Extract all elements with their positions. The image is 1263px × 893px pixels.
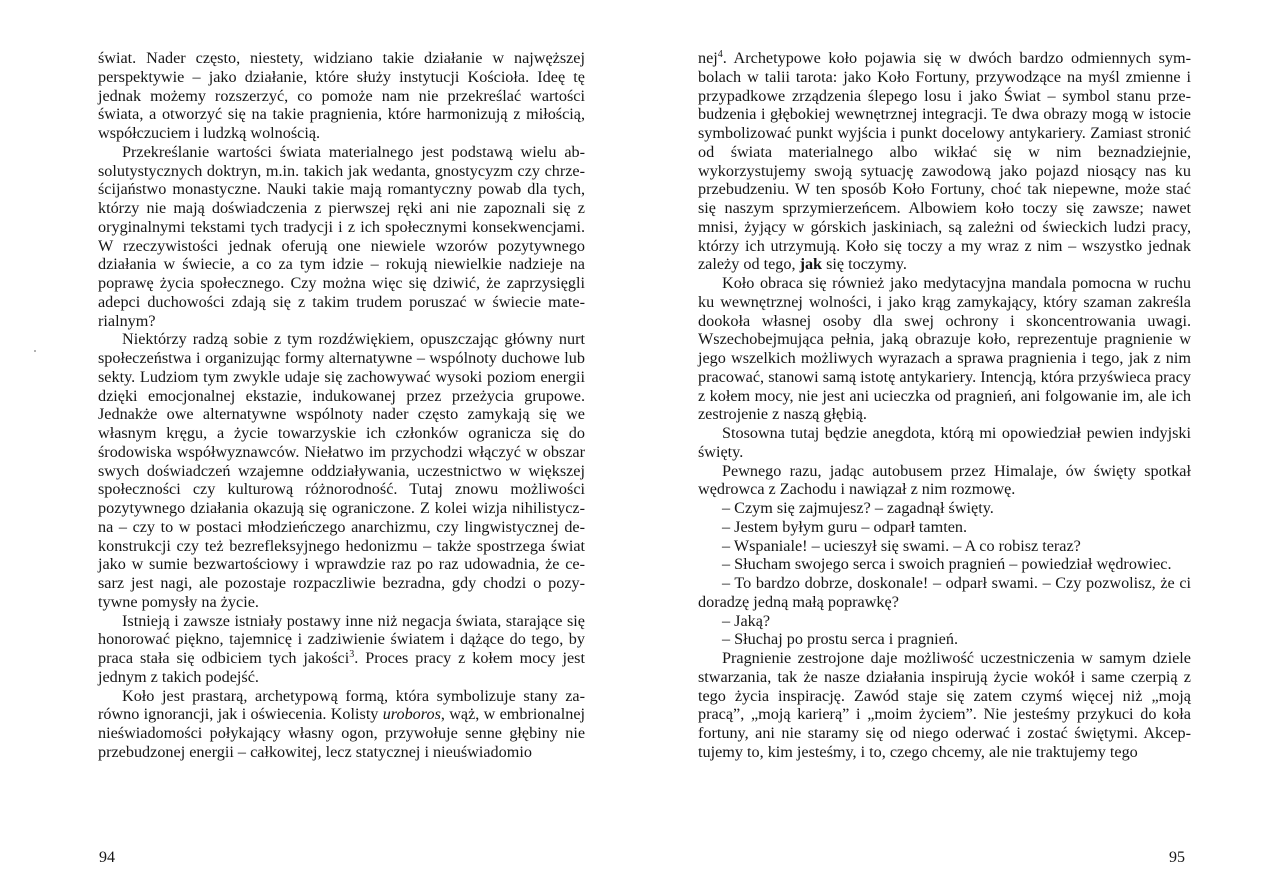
left-page-text <box>98 49 585 762</box>
page-number-left: 94 <box>99 849 115 866</box>
paragraph <box>698 499 1191 518</box>
paragraph <box>698 424 1191 462</box>
paragraph <box>698 537 1191 556</box>
paragraph <box>98 49 585 143</box>
paragraph <box>698 555 1191 574</box>
text-run: Istnieją i zawsze istniały postawy inne niż negacja świata, starające się honorować piękno, tajemnicę i zadziwienie światem i dążące do tego, by praca stała się odbiciem tych jakości <box>98 611 585 667</box>
text-run: nej <box>698 49 718 67</box>
page-number-right: 95 <box>1169 849 1185 866</box>
text-run: świat. Nader często, niestety, widziano takie działanie w najwęższej perspektywie – jako działanie, które służy instytucji Kościoła. Ideę tę jednak możemy rozszerzyć, co pomoże nam nie przekreślać wartości świata, a otworzyć się na takie pragnienia, które harmonizują z miłością, współczuciem i ludzką wolnością. <box>98 49 585 142</box>
paragraph <box>98 330 585 611</box>
text-run: Koło obraca się również jako medytacyjna mandala pomocna w ruchu ku wewnętrznej wolności, i jako krąg zamykający, który szaman zakreśla dookoła własnej osoby dla swej ochrony i skoncentrowania uwagi. Wszechobejmująca pełnia, jaką obrazuje koło, reprezentuje pragnienie w jego wszelkich możliwych wyrazach a sprawa pragnienia i tego, jak z nim pracować, stanowi samą istotę antykariery. Intencją, która przyświeca pracy z kołem mocy, nie jest ani ucieczka od pragnień, ani folgowanie im, ale ich zestrojenie z naszą głębią. <box>698 274 1191 424</box>
paragraph <box>698 612 1191 631</box>
paragraph <box>698 574 1191 612</box>
scan-speck <box>34 350 36 352</box>
text-run: . Archetypowe koło pojawia się w dwóch bardzo odmiennych symbolach w talii tarota: jako Koło Fortuny, przywodzące na myśl zmienne i przypadkowe zrządzenia ślepego losu i jako Świat – symbol stanu przebudzenia i głębokiej wewnętrznej integracji. Te dwa obrazy mogą w istocie symbolizować punkt wyjścia i punkt docelowy antykariery. Zamiast stronić od świata materialnego albo wikłać się w nim beznadziejnie, wykorzystujemy swoją sytuację zawodową jako pojazd niosący nas ku przebudzeniu. W ten sposób Koło Fortuny, choć tak niepewne, może stać się naszym sprzymierzeńcem. Albowiem koło toczy się zawsze; nawet mnisi, żyjący w górskich jaskiniach, są zależni od świeckich ludzi pracy, którzy ich utrzymują. Koło się toczy a my wraz z nim – wszystko jednak zależy od tego, <box>698 49 1191 274</box>
paragraph <box>698 462 1191 500</box>
paragraph <box>98 612 585 687</box>
emphasis-text: uroboros <box>382 705 441 724</box>
paragraph <box>698 649 1191 762</box>
emphasis-text: jak <box>799 255 823 274</box>
text-run: – Jestem byłym guru – odparł tamten. <box>722 517 968 536</box>
footnote-marker: 4 <box>717 49 723 60</box>
paragraph <box>98 143 585 331</box>
text-run: Pragnienie zestrojone daje możliwość uczestniczenia w samym dziele stwarzania, tak że nasze działania inspirują życie wokół i same czerpią z tego życia inspirację. Zawód staje się zatem czymś więcej niż „moją pracą”, „moją karierą” i „moim życiem”. Nie jesteśmy przykuci do koła fortuny, ani nie staramy się od niego oderwać i zostać świętymi. Akceptujemy to, kim jesteśmy, i to, czego chcemy, ale nie traktujemy tego <box>698 649 1191 761</box>
text-run: Pewnego razu, jadąc autobusem przez Himalaje, ów święty spotkał wędrowca z Zachodu i nawiązał z nim rozmowę. <box>698 461 1191 499</box>
text-run: . Proces pracy z kołem mocy jest jednym z takich podejść. <box>98 649 585 686</box>
paragraph <box>698 518 1191 537</box>
paragraph <box>698 630 1191 649</box>
text-run: – Jaką? <box>722 611 771 630</box>
text-run: Niektórzy radzą sobie z tym rozdźwiękiem, opuszczając główny nurt społeczeństwa i organizując formy alternatywne – wspólnoty duchowe lub sekty. Ludziom tym zwykle udaje się zachowywać wysoki poziom energii dzięki emocjonalnej ekstazie, indukowanej przez przeżycia grupowe. Jednakże owe alternatywne wspólnoty nader często zamykają się we własnym kręgu, a życie towarzyskie ich członków ogranicza się do środowiska współwyznawców. Niełatwo im przychodzi włączyć w obszar swych doświadczeń wzajemne oddziaływania, uczestnictwo w większej społeczności czy kulturową różnorodność. Tutaj znowu możliwości pozytywnego działania okazują się ograniczone. Z kolei wizja nihilistyczna – czy to w postaci młodzieńczego anarchizmu, czy lingwistycznej dekonstrukcji czy też bezrefleksyjnego hedonizmu – także spostrzega świat jako w sumie bezwartościowy i wprawdzie raz po raz udowadnia, że cesarz jest nagi, ale pozostaje rozpaczliwie bezradna, gdy chodzi o pozytywne pomysły na życie. <box>98 330 585 611</box>
paragraph <box>698 274 1191 424</box>
text-run: Koło jest prastarą, archetypową formą, która symbolizuje stany zarówno ignorancji, jak i oświecenia. Kolisty <box>98 686 585 724</box>
text-run: Przekreślanie wartości świata materialnego jest podstawą wielu absolutystycznych doktryn, m.in. takich jak wedanta, gnostycyzm czy chrześcijaństwo monastyczne. Nauki takie mają romantyczny powab dla tych, którzy nie mają doświadczenia z pierwszej ręki ani nie zapoznali się z oryginalnymi tekstami tych tradycji i z ich społecznymi konsekwencjami. W rzeczywistości jednak oferują one niewiele wzorów pozytywnego działania w świecie, a co za tym idzie – rokują niewielkie nadzieje na poprawę życia społecznego. Czy można więc się dziwić, że zaprzysięgli adepci duchowości zdają się z takim trudem poruszać w świecie materialnym? <box>98 142 585 330</box>
text-run: – Słucham swojego serca i swoich pragnień – powiedział wędrowiec. <box>722 555 1172 574</box>
text-run: – Słuchaj po prostu serca i pragnień. <box>722 630 959 649</box>
text-run: Stosowna tutaj będzie anegdota, którą mi opowiedział pewien indyjski święty. <box>698 424 1191 461</box>
text-run: – Czym się zajmujesz? – zagadnął święty. <box>722 499 994 517</box>
text-run: , wąż, w embrionalnej nieświadomości połykający własny ogon, przywołuje senne głębiny nie przebudzonej energii – całkowitej, lecz statycznej i nieuświadomio <box>98 705 586 761</box>
left-page <box>0 0 630 893</box>
paragraph <box>698 49 1191 274</box>
text-run: – Wspaniale! – ucieszył się swami. – A co robisz teraz? <box>722 536 1081 555</box>
paragraph <box>98 687 585 762</box>
footnote-marker: 3 <box>349 649 355 660</box>
right-page <box>632 0 1263 893</box>
text-run: – To bardzo dobrze, doskonale! – odparł swami. – Czy pozwolisz, że ci doradzę jedną małą poprawkę? <box>698 574 1191 611</box>
text-run: się toczymy. <box>822 255 907 274</box>
right-page-text <box>698 49 1191 762</box>
